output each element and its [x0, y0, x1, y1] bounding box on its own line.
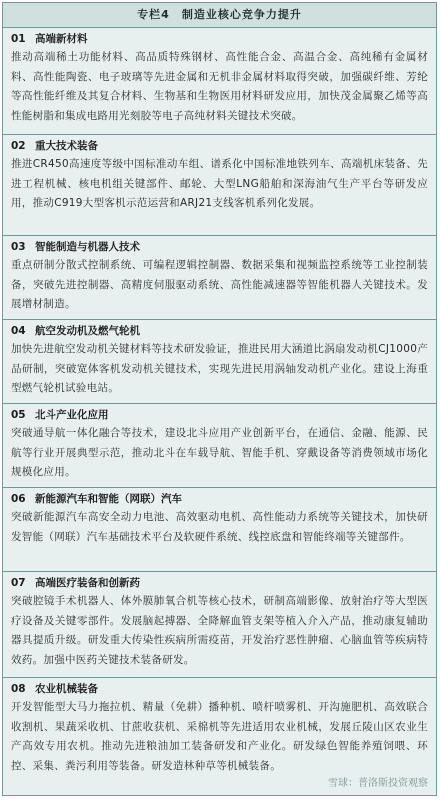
section-07 — [3, 572, 436, 678]
section-number: 06 — [11, 493, 26, 505]
section-title: 智能制造与机器人技术 — [35, 241, 140, 253]
section-title: 高端新材料 — [35, 33, 88, 45]
section-heading — [11, 575, 428, 592]
section-body: 突破通导航一体化融合等技术，建设北斗应用产业创新平台，在通信、金融、能源、民航等行业开展典型示范，推动北斗在车载导航、智能手机、穿戴设备等消费领域市场化规模化应用。 — [11, 427, 428, 478]
section-body: 推动高端稀土功能材料、高品质特殊钢材、高性能合金、高温合金、高纯稀有金属材料、高性能陶瓷、电子玻璃等先进金属和无机非金属材料取得突破，加强碳纤维、芳纶等高性能纤维及其复合材料、生物基和生物医用材料研发应用，加快茂金属聚乙烯等高性能树脂和集成电路用光刻胶等电子高纯材料关键技术突破。 — [11, 51, 428, 122]
section-title: 航空发动机及燃气轮机 — [35, 325, 140, 337]
section-number: 03 — [11, 241, 26, 253]
section-heading — [11, 681, 428, 698]
section-03 — [3, 236, 436, 320]
section-number: 07 — [11, 577, 26, 589]
section-heading — [11, 31, 428, 48]
section-number: 05 — [11, 409, 26, 421]
section-body: 开发智能型大马力拖拉机、精量（免耕）播种机、喷杆喷雾机、开沟施肥机、高效联合收割机、果蔬采收机、甘蔗收获机、采棉机等先进适用农业机械，发展丘陵山区农业生产高效专用农机。推动先进粮油加工装备研发和产业化。研发绿色智能养殖饲喂、环控、采集、粪污利用等装备。研发造林种草等机械装备。 — [11, 701, 428, 772]
section-heading — [11, 239, 428, 256]
section-05 — [3, 404, 436, 488]
section-number: 02 — [11, 140, 26, 152]
section-06 — [3, 488, 436, 572]
section-heading — [11, 407, 428, 424]
section-heading — [11, 323, 428, 340]
column-box — [2, 2, 437, 796]
section-number: 08 — [11, 683, 26, 695]
column-title: 专栏4 制造业核心竞争力提升 — [3, 3, 436, 28]
section-body: 突破新能源汽车高安全动力电池、高效驱动电机、高性能动力系统等关键技术，加快研发智能（网联）汽车基础技术平台及软硬件系统、线控底盘和智能终端等关键部件。 — [11, 511, 428, 543]
section-title: 重大技术装备 — [35, 140, 98, 152]
section-body: 推进CR450高速度等级中国标准动车组、谱系化中国标准地铁列车、高端机床装备、先进工程机械、核电机组关键部件、邮轮、大型LNG船舶和深海油气生产平台等研发应用，推动C919大型客机示范运营和ARJ21支线客机系列化发展。 — [11, 158, 428, 209]
section-number: 04 — [11, 325, 26, 337]
section-02 — [3, 135, 436, 236]
section-body: 重点研制分散式控制系统、可编程逻辑控制器、数据采集和视频监控系统等工业控制装备，突破先进控制器、高精度伺服驱动系统、高性能减速器等智能机器人关键技术。发展增材制造。 — [11, 259, 428, 310]
section-title: 北斗产业化应用 — [35, 409, 109, 421]
section-heading — [11, 138, 428, 155]
watermark: 雪球：普洛斯投资观察 — [326, 774, 430, 789]
section-title: 新能源汽车和智能（网联）汽车 — [35, 493, 182, 505]
section-04 — [3, 320, 436, 404]
section-body: 突破腔镜手术机器人、体外膜肺氧合机等核心技术，研制高端影像、放射治疗等大型医疗设备及关键零部件。发展脑起搏器、全降解血管支架等植入介入产品，推动康复辅助器具提质升级。研发重大传染性疾病所需疫苗，开发治疗恶性肿瘤、心脑血管等疾病特效药。加强中医药关键技术装备研发。 — [11, 595, 428, 666]
section-heading — [11, 491, 428, 508]
section-title: 农业机械装备 — [35, 683, 98, 695]
section-number: 01 — [11, 33, 26, 45]
section-title: 高端医疗装备和创新药 — [35, 577, 140, 589]
section-01 — [3, 28, 436, 135]
section-body: 加快先进航空发动机关键材料等技术研发验证，推进民用大涵道比涡扇发动机CJ1000产品研制，突破宽体客机发动机关键技术，实现先进民用涡轴发动机产业化。建设上海重型燃气轮机试验电站。 — [11, 343, 428, 394]
